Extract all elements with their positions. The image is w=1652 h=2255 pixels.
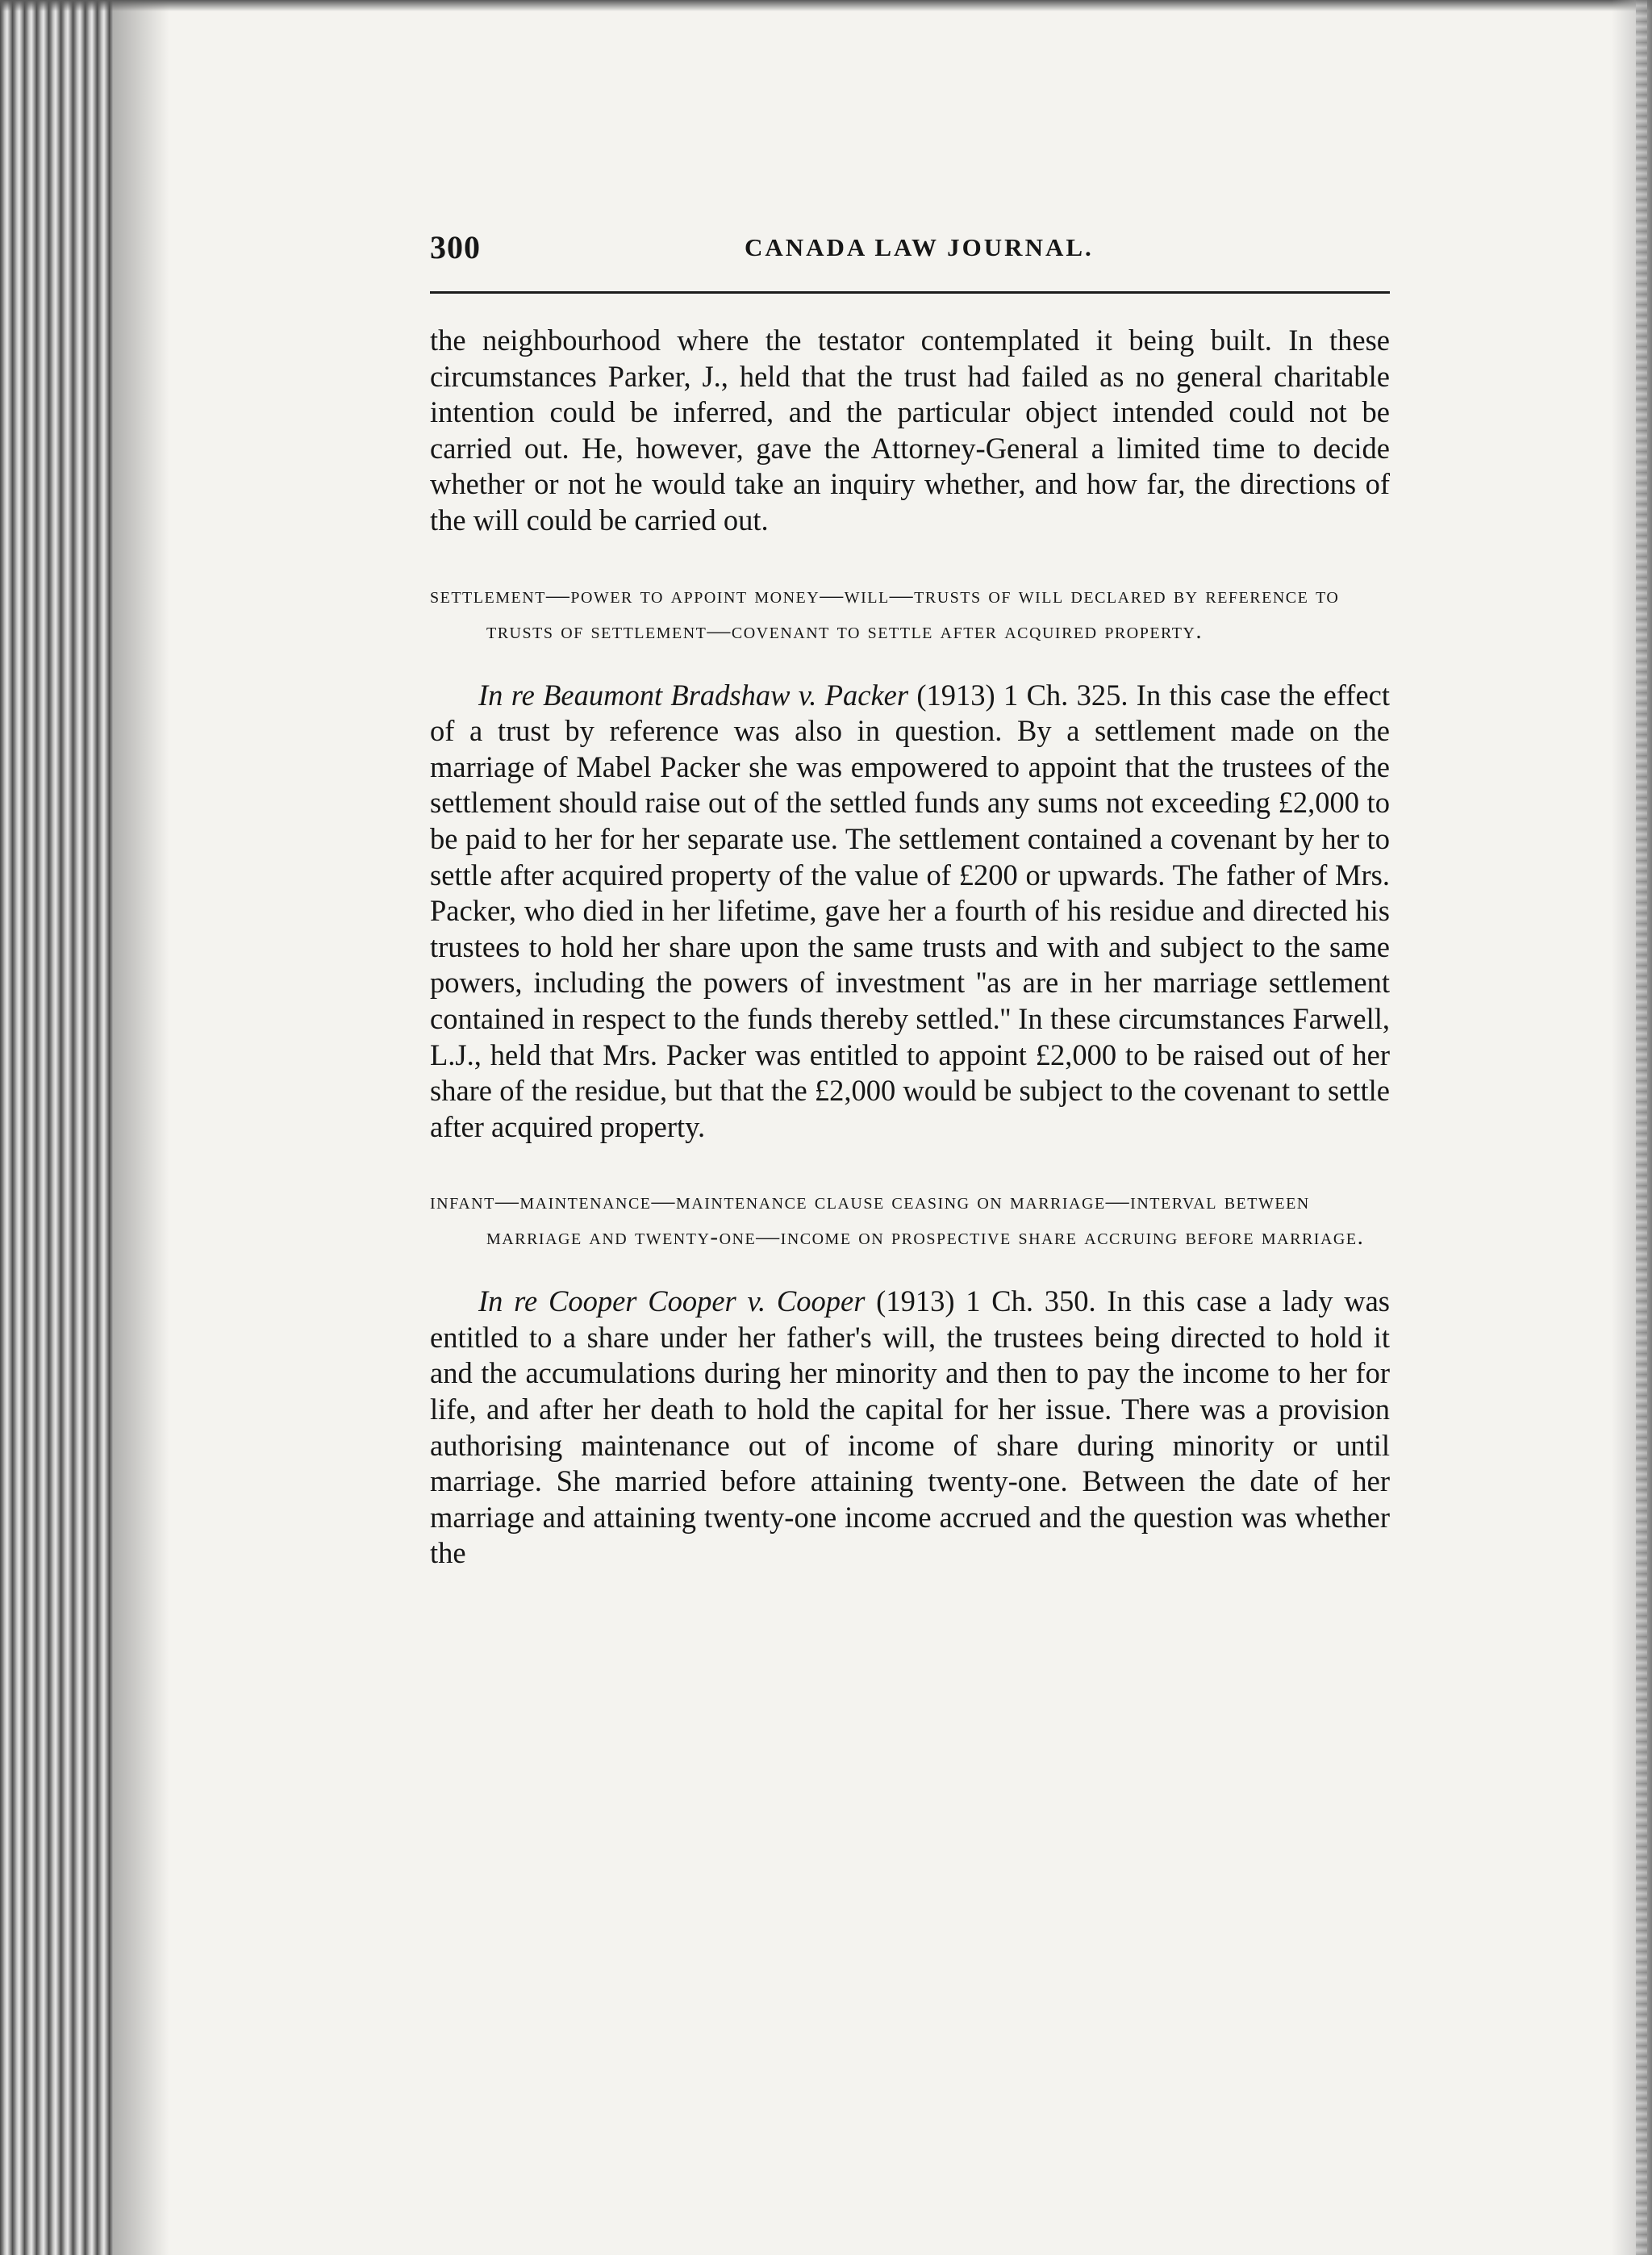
case-text-cooper: (1913) 1 Ch. 350. In this case a lady was entitled to a share under her father's will, the trustees being directed to hold it and the accumulations during her minority and then to pay the income to her for life, and after her death to hold the capital for her issue. There was a provision authorising maintenance out of income of share during minority or until marriage. She married before attaining twenty-one. Between the date of her marriage and attaining twenty-one income accrued and the question was whether the <box>430 1284 1390 1570</box>
scan-edge-top <box>0 0 1652 11</box>
case-name-cooper: In re Cooper Cooper v. Cooper <box>478 1284 866 1318</box>
running-head: CANADA LAW JOURNAL. <box>745 233 1094 261</box>
case-paragraph-cooper <box>430 1284 1390 1572</box>
scan-edge-right-strip <box>1636 0 1647 2255</box>
section-heading-settlement: settlement—power to appoint money—will—trusts of will declared by reference to trusts of settlement—covenant to settle after acquired property. <box>430 582 1340 644</box>
section-heading-infant: infant—maintenance—maintenance clause ceasing on marriage—interval between marriage and twenty-one—income on prospective share accruing before marriage. <box>430 1188 1365 1251</box>
page-header <box>430 228 1390 277</box>
header-rule <box>430 291 1390 294</box>
scan-edge-left-shadow <box>113 0 169 2255</box>
case-name-beaumont: In re Beaumont Bradshaw v. Packer <box>478 678 909 712</box>
case-text-beaumont: (1913) 1 Ch. 325. In this case the effect of a trust by reference was also in question. By a settlement made on the marriage of Mabel Packer she was empowered to appoint that the trustees of the settlement should raise out of the settled funds any sums not exceeding £2,000 to be paid to her for her separate use. The settlement contained a covenant by her to settle after acquired property of the value of £200 or upwards. The father of Mrs. Packer, who died in her lifetime, gave her a fourth of his residue and directed his trustees to hold her share upon the same trusts and with and subject to the same powers, including the powers of investment ''as are in her marriage settlement contained in respect to the funds thereby settled.'' In these circumstances Farwell, L.J., held that Mrs. Packer was entitled to appoint £2,000 to be raised out of her share of the residue, but that the £2,000 would be subject to the covenant to settle after acquired property. <box>430 678 1391 1143</box>
page-body <box>430 323 1390 1572</box>
page-number: 300 <box>430 229 481 265</box>
scan-edge-left <box>0 0 113 2255</box>
case-paragraph-beaumont <box>430 678 1390 1146</box>
continuation-paragraph: the neighbourhood where the testator contemplated it being built. In these circumstances Parker, J., held that the trust had failed as no general charitable intention could be inferred, and the particular object intended could not be carried out. He, however, gave the Attorney-General a limited time to decide whether or not he would take an inquiry whether, and how far, the directions of the will could be carried out. <box>430 324 1390 537</box>
